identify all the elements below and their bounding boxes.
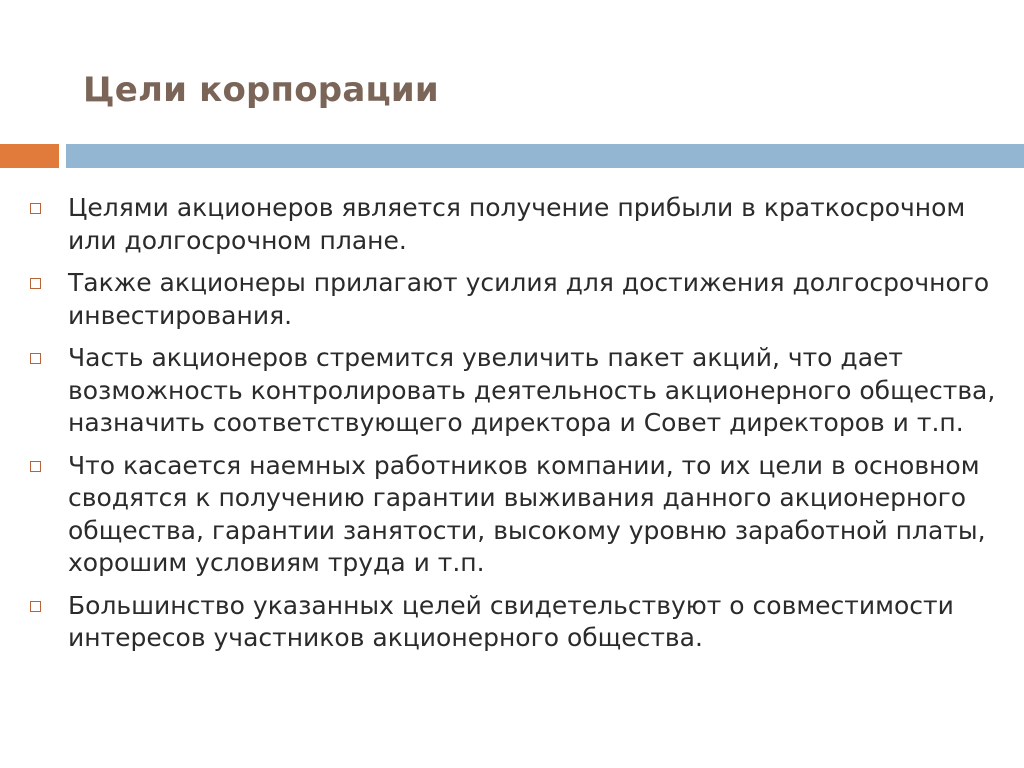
title-underline-bar bbox=[66, 144, 1024, 168]
bullet-text: Также акционеры прилагают усилия для достижения долгосрочного инвестирования. bbox=[68, 268, 990, 330]
bullet-text: Целями акционеров является получение прибыли в краткосрочном или долгосрочном плане. bbox=[68, 193, 966, 255]
bullet-item bbox=[30, 450, 1005, 580]
square-bullet-icon bbox=[30, 278, 41, 289]
bullet-item bbox=[30, 342, 1005, 440]
square-bullet-icon bbox=[30, 601, 41, 612]
accent-bar bbox=[0, 144, 59, 168]
slide-title: Цели корпорации bbox=[83, 70, 439, 110]
bullet-text: Большинство указанных целей свидетельствуют о совместимости интересов участников акционерного общества. bbox=[68, 590, 954, 652]
bullet-text: Часть акционеров стремится увеличить пакет акций, что дает возможность контролировать деятельность акционерного общества, назначить соответствующего директора и Совет директоров и т.п. bbox=[68, 343, 996, 437]
bullet-list bbox=[30, 192, 1005, 665]
square-bullet-icon bbox=[30, 203, 41, 214]
bullet-item bbox=[30, 590, 1005, 655]
bullet-text: Что касается наемных работников компании, то их цели в основном сводятся к получению гарантии выживания данного акционерного общества, гарантии занятости, высокому уровню заработной платы, хорошим условиям труда и т.п. bbox=[68, 450, 986, 577]
bullet-item bbox=[30, 192, 1005, 257]
square-bullet-icon bbox=[30, 353, 41, 364]
bullet-item bbox=[30, 267, 1005, 332]
square-bullet-icon bbox=[30, 461, 41, 472]
